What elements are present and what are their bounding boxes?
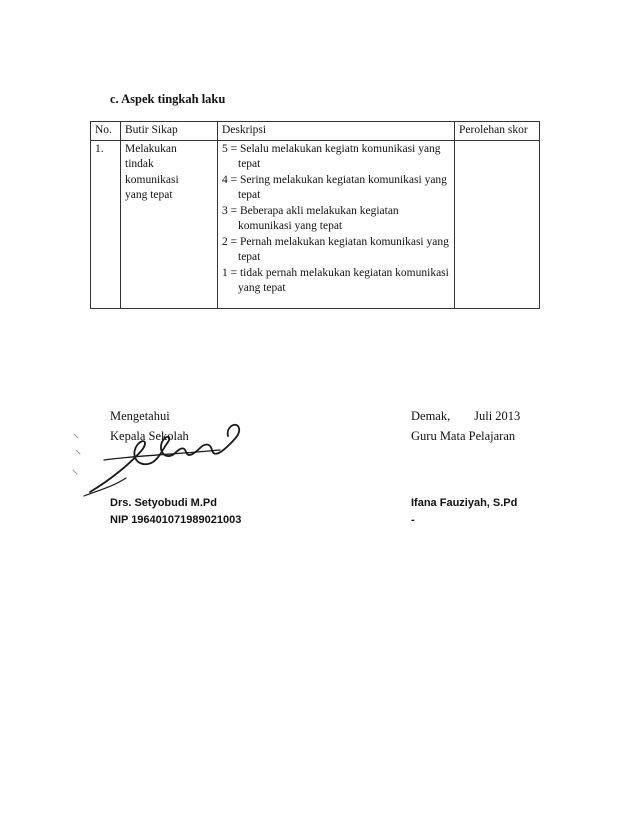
principal-name: Drs. Setyobudi M.Pd [110, 497, 217, 509]
principal-signatory [110, 495, 241, 529]
handwritten-signature-icon [70, 420, 260, 500]
teacher-name: Ifana Fauziyah, S.Pd [411, 497, 518, 509]
row-deskripsi [218, 140, 455, 308]
header-deskripsi: Deskripsi [218, 122, 455, 141]
teacher-title: Guru Mata Pelajaran [411, 429, 516, 443]
approval-label: Mengetahui [110, 409, 170, 423]
row-butir-sikap [121, 140, 218, 308]
city-name: Demak, [411, 409, 451, 423]
assessment-table [90, 121, 540, 309]
description-score-2: 2 = Pernah melakukan kegiatan komunikasi yang tepat [222, 235, 449, 263]
description-score-3: 3 = Beberapa akli melakukan kegiatan komunikasi yang tepat [222, 204, 399, 232]
teacher-block [411, 406, 520, 446]
teacher-signatory [411, 495, 517, 529]
description-score-5: 5 = Selalu melakukan kegiatn komunikasi yang tepat [222, 142, 441, 170]
principal-nip: NIP 196401071989021003 [110, 514, 242, 526]
behaviour-text: Melakukan tindak komunikasi yang tepat [125, 142, 179, 201]
description-score-4: 4 = Sering melakukan kegiatan komunikasi yang tepat [222, 173, 447, 201]
row-no: 1. [91, 140, 121, 308]
principal-title: Kepala Sekolah [110, 429, 189, 443]
table-row [91, 140, 540, 308]
date-line [411, 406, 520, 426]
header-perolehan-skor: Perolehan skor [455, 122, 540, 141]
row-perolehan-skor [455, 140, 540, 308]
header-no: No. [91, 122, 121, 141]
table-header-row [91, 122, 540, 141]
section-title: c. Aspek tingkah laku [110, 92, 226, 106]
date-text: Juli 2013 [474, 409, 521, 423]
header-butir-sikap: Butir Sikap [121, 122, 218, 141]
description-score-1: 1 = tidak pernah melakukan kegiatan komunikasi yang tepat [222, 266, 449, 294]
teacher-nip: - [411, 514, 415, 526]
